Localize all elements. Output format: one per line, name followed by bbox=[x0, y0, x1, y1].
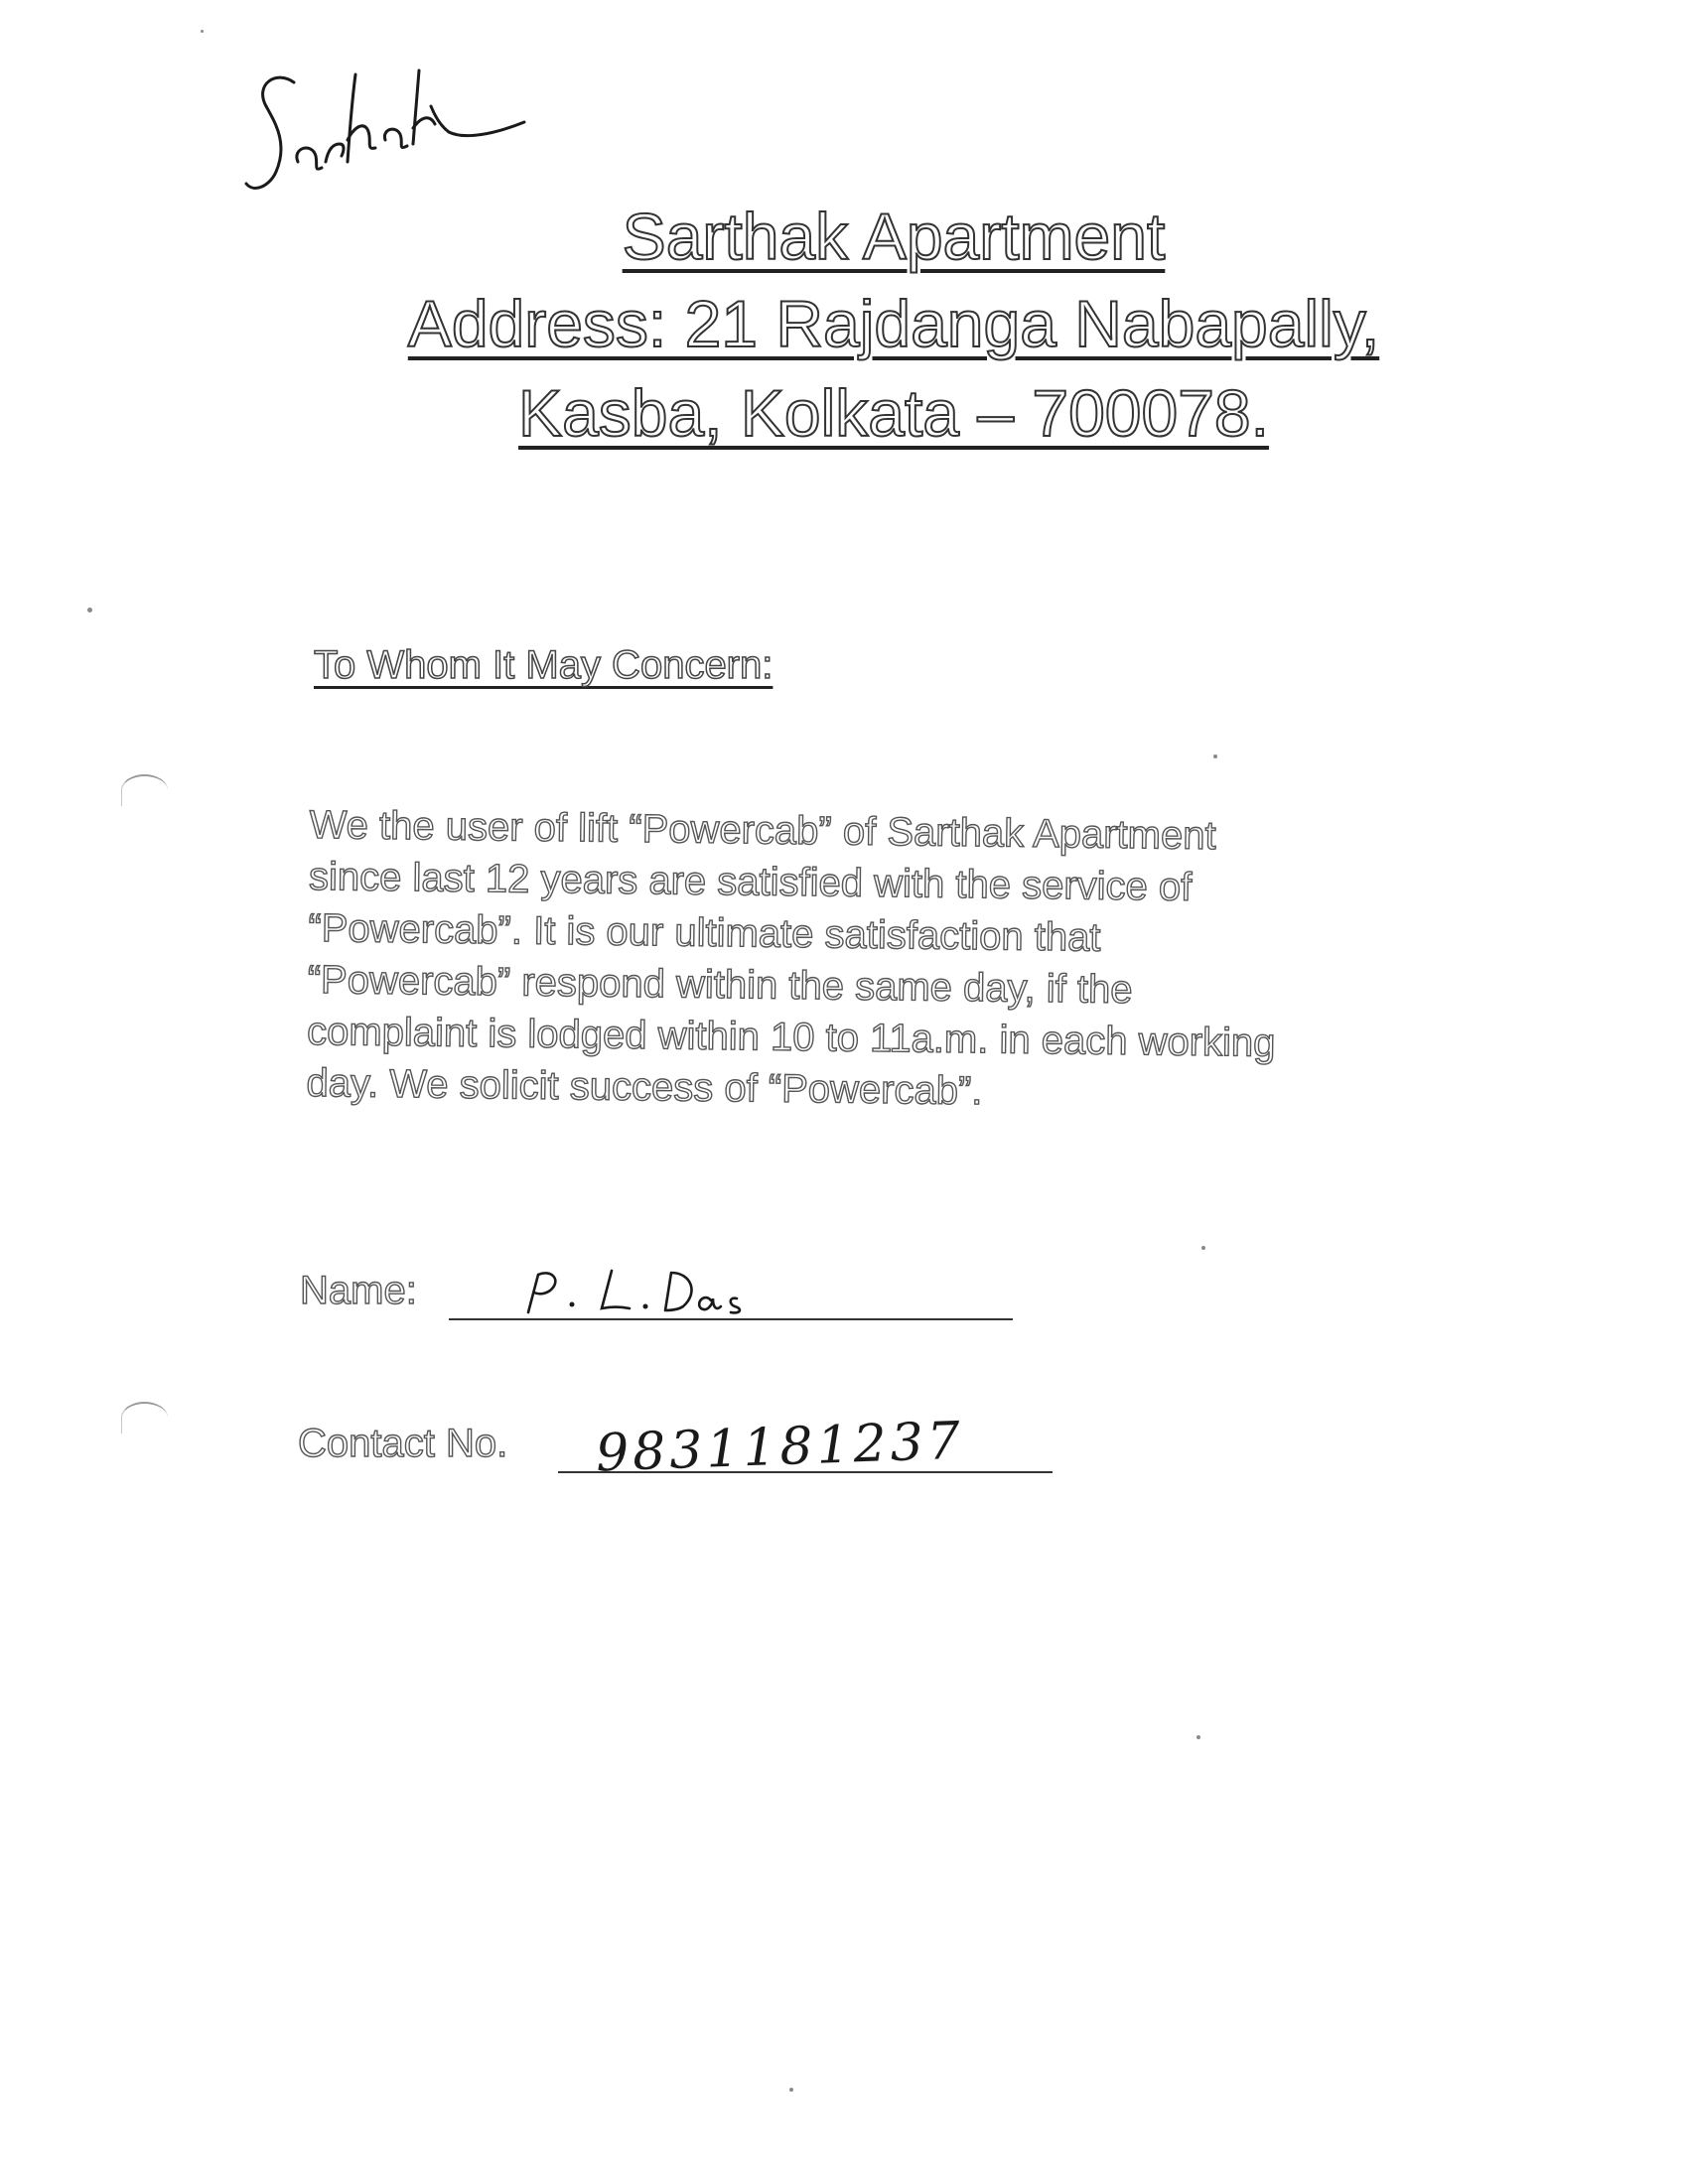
body-line: day. We solicit success of “Powercab”. bbox=[306, 1060, 983, 1114]
punch-hole-mark bbox=[121, 774, 168, 806]
name-signature bbox=[516, 1263, 755, 1322]
scan-speck bbox=[1196, 1735, 1200, 1739]
body-line: “Powercab” respond within the same day, if the bbox=[307, 957, 1133, 1013]
apartment-title: Sarthak Apartment bbox=[622, 200, 1166, 273]
punch-hole-mark bbox=[121, 1402, 168, 1433]
salutation: To Whom It May Concern: bbox=[314, 643, 774, 687]
letterhead bbox=[298, 194, 1489, 458]
contact-label: Contact No. bbox=[298, 1422, 508, 1465]
letter-body bbox=[306, 799, 1501, 1124]
scan-speck bbox=[789, 2088, 793, 2092]
body-line: since last 12 years are satisfied with the service of bbox=[308, 854, 1193, 909]
address-line-1: Address: 21 Rajdanga Nabapally, bbox=[407, 287, 1380, 360]
scan-speck bbox=[201, 30, 204, 33]
body-line: “Powercab”. It is our ultimate satisfaction that bbox=[308, 905, 1101, 960]
contact-number-handwriting: 9831181237 bbox=[595, 1411, 965, 1484]
scan-speck bbox=[1213, 754, 1217, 758]
margin-note-handwriting bbox=[236, 45, 554, 213]
body-line: We the user of lift “Powercab” of Sarthak Apartment bbox=[309, 802, 1216, 859]
body-line: complaint is lodged within 10 to 11a.m. in each working bbox=[306, 1009, 1276, 1065]
name-label: Name: bbox=[300, 1269, 417, 1312]
address-line-2: Kasba, Kolkata – 700078. bbox=[518, 376, 1269, 450]
scan-speck bbox=[1201, 1246, 1205, 1250]
scan-speck bbox=[87, 608, 92, 613]
